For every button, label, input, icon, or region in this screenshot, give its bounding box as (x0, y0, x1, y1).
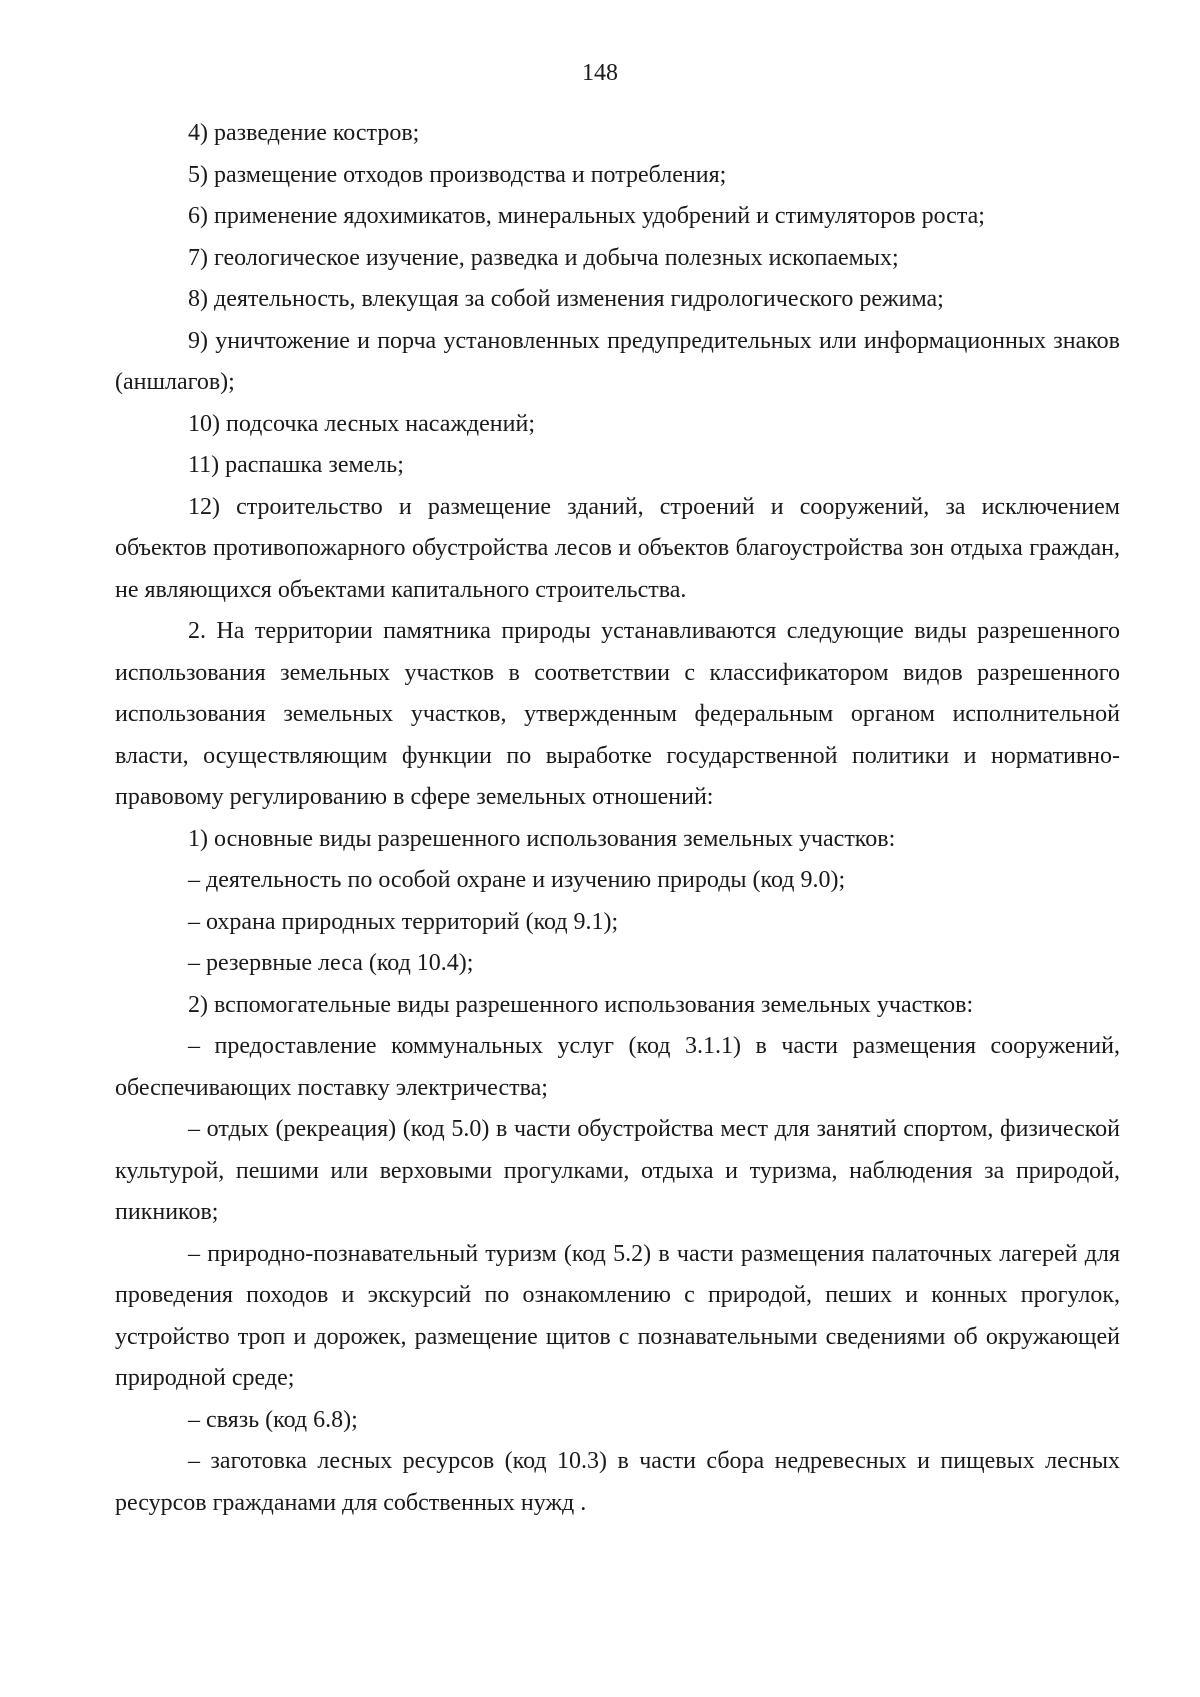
list-item-aux-use-5-0: – отдых (рекреация) (код 5.0) в части обустройства мест для занятий спортом, физической культурой, пешими или верховыми прогулками, отдыха и туризма, наблюдения за природой, пикников; (115, 1116, 1120, 1225)
paragraph-section-2: 2. На территории памятника природы устанавливаются следующие виды разрешенного использования земельных участков в соответствии с классификатором видов разрешенного использования земельных участков, утвержденным федеральным органом исполнительной власти, осуществляющим функции по выработке государственной политики и нормативно-правовому регулированию в сфере земельных отношений: (115, 618, 1120, 810)
list-item-aux-use-6-8: – связь (код 6.8); (188, 1406, 358, 1433)
document-body (115, 113, 1120, 1524)
paragraph-item-9: 9) уничтожение и порча установленных предупредительных или информационных знаков (аншлагов); (115, 327, 1120, 395)
list-item-main-use-10-4: – резервные леса (код 10.4); (188, 950, 474, 976)
paragraph-item-8: 8) деятельность, влекущая за собой изменения гидрологического режима; (188, 286, 944, 312)
paragraph-item-5: 5) размещение отходов производства и потребления; (188, 161, 727, 188)
paragraph-auxiliary-uses-heading: 2) вспомогательные виды разрешенного использования земельных участков: (188, 991, 974, 1018)
paragraph-item-11: 11) распашка земель; (188, 452, 404, 478)
list-item-aux-use-5-2: – природно-познавательный туризм (код 5.2) в части размещения палаточных лагерей для проведения походов и экскурсий по ознакомлению с природой, пеших и конных прогулок, устройство троп и дорожек, размещение щитов с познавательными сведениями об окружающей природной среде; (115, 1240, 1120, 1391)
paragraph-item-12: 12) строительство и размещение зданий, строений и сооружений, за исключением объектов противопожарного обустройства лесов и объектов благоустройства зон отдыха граждан, не являющихся объектами капитального строительства. (115, 493, 1120, 603)
paragraph-item-7: 7) геологическое изучение, разведка и добыча полезных ископаемых; (188, 244, 899, 271)
paragraph-item-4: 4) разведение костров; (188, 120, 420, 146)
list-item-main-use-9-0: – деятельность по особой охране и изучению природы (код 9.0); (188, 867, 846, 893)
page-number: 148 (582, 60, 618, 86)
paragraph-main-uses-heading: 1) основные виды разрешенного использования земельных участков: (188, 825, 896, 852)
paragraph-item-10: 10) подсочка лесных насаждений; (188, 410, 535, 437)
paragraph-item-6: 6) применение ядохимикатов, минеральных удобрений и стимуляторов роста; (188, 203, 985, 229)
list-item-main-use-9-1: – охрана природных территорий (код 9.1); (188, 908, 619, 935)
list-item-aux-use-10-3: – заготовка лесных ресурсов (код 10.3) в части сбора недревесных и пищевых лесных ресурсов гражданами для собственных нужд . (115, 1448, 1120, 1516)
list-item-aux-use-3-1-1: – предоставление коммунальных услуг (код 3.1.1) в части размещения сооружений, обеспечивающих поставку электричества; (115, 1033, 1120, 1101)
